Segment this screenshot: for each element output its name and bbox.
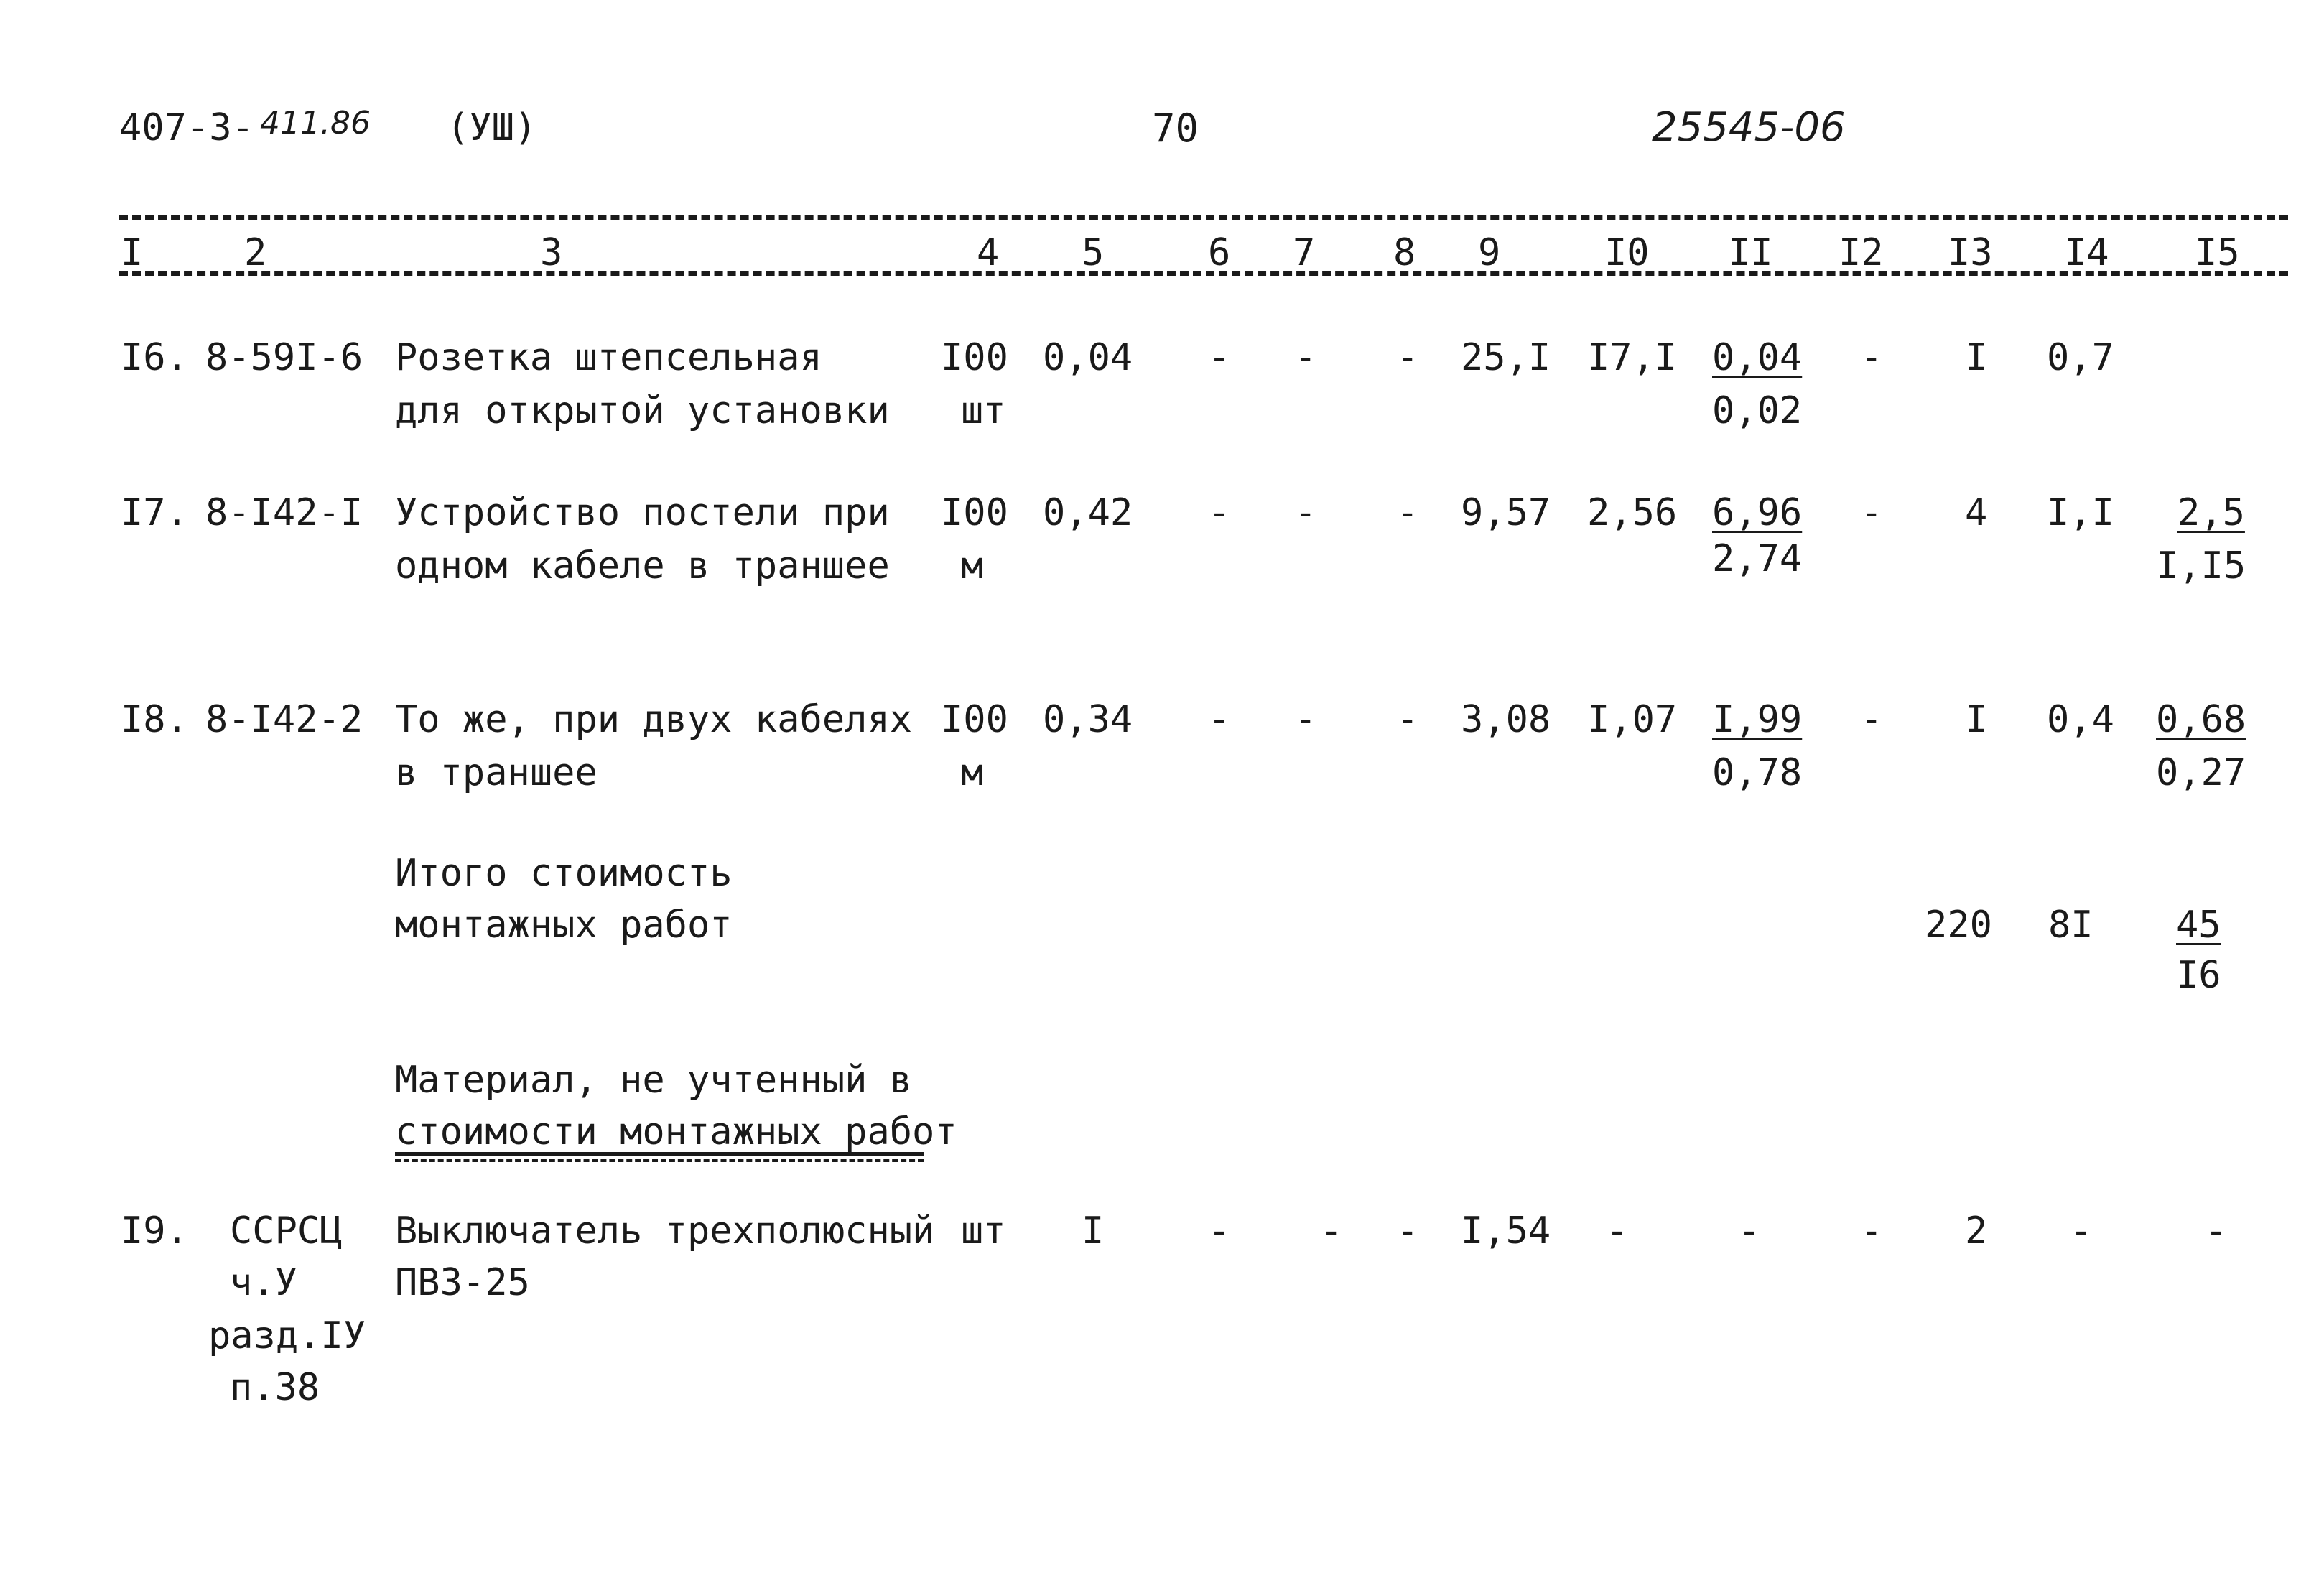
- column-header: 3: [540, 231, 563, 274]
- item-name-cont: одном кабеле в траншее: [395, 544, 890, 587]
- cell-6: -: [1208, 698, 1231, 741]
- column-header: 9: [1478, 231, 1501, 274]
- item-name-cont: для открытой установки: [395, 389, 890, 432]
- header-top-rule: [119, 215, 2288, 220]
- note-double-underline: [395, 1159, 924, 1162]
- cell-6: -: [1208, 491, 1231, 534]
- cell-15-bottom: I,I5: [2156, 544, 2246, 587]
- cell-15-top: 2,5: [2177, 491, 2245, 534]
- cell-11-top: I,99: [1712, 698, 1803, 741]
- norm-code: 8-I42-2: [205, 698, 363, 741]
- cell-10: -: [1606, 1209, 1629, 1253]
- cell-14: 0,7: [2047, 336, 2114, 379]
- material-note-line: стоимости монтажных работ: [395, 1110, 957, 1153]
- unit: I00: [941, 491, 1008, 534]
- volume-label: (УШ): [447, 106, 537, 149]
- column-header: I: [121, 231, 144, 274]
- page-number: 70: [1152, 106, 1199, 151]
- norm-code-part: ч.У: [230, 1261, 297, 1304]
- cell-10: 2,56: [1587, 491, 1678, 534]
- cell-11-bottom: 0,78: [1712, 751, 1803, 794]
- item-name: Розетка штепсельная: [395, 336, 822, 379]
- cell-7: -: [1294, 491, 1317, 534]
- item-name: Выключатель трехполюсный: [395, 1209, 935, 1253]
- cell-8: -: [1396, 1209, 1419, 1253]
- cell-5: 0,34: [1043, 698, 1133, 741]
- cell-10: I,07: [1587, 698, 1678, 741]
- column-header: II: [1728, 231, 1773, 274]
- item-name-cont: в траншее: [395, 751, 598, 794]
- cell-10: I7,I: [1587, 336, 1678, 379]
- cell-11-bottom: 0,02: [1712, 389, 1803, 432]
- cell-12: -: [1860, 336, 1883, 379]
- note-underline: [395, 1152, 924, 1156]
- total-cell-14: 8I: [2048, 904, 2093, 947]
- column-header: I4: [2064, 231, 2109, 274]
- total-cell-15-bottom: I6: [2176, 954, 2221, 997]
- unit-name: шт: [961, 1209, 1006, 1253]
- cell-13: I: [1965, 698, 1988, 741]
- cell-9: I,54: [1461, 1209, 1551, 1253]
- cell-15-bottom: 0,27: [2156, 751, 2246, 794]
- unit-name: м: [961, 751, 984, 794]
- cell-5: 0,42: [1043, 491, 1133, 534]
- column-header: I3: [1948, 231, 1993, 274]
- norm-code: 8-I42-I: [205, 491, 363, 534]
- cell-9: 25,I: [1461, 336, 1551, 379]
- norm-code-section: разд.IУ: [208, 1314, 366, 1357]
- total-cell-13: 220: [1925, 904, 1992, 947]
- cell-12: -: [1860, 698, 1883, 741]
- unit-name: м: [961, 544, 984, 587]
- cell-15: -: [2205, 1209, 2228, 1253]
- cell-8: -: [1396, 698, 1419, 741]
- cell-11-top: 0,04: [1712, 336, 1803, 379]
- norm-code-item: п.38: [230, 1366, 320, 1409]
- cell-7: -: [1294, 336, 1317, 379]
- norm-code: ССРСЦ: [230, 1209, 343, 1253]
- cell-13: 4: [1965, 491, 1988, 534]
- cell-11: -: [1738, 1209, 1761, 1253]
- unit-name: шт: [961, 389, 1006, 432]
- cell-15-top: 0,68: [2156, 698, 2246, 741]
- cell-6: -: [1208, 1209, 1231, 1253]
- row-number: I6.: [121, 336, 188, 379]
- norm-code: 8-59I-6: [205, 336, 363, 379]
- column-header: 4: [977, 231, 1000, 274]
- column-header: 7: [1293, 231, 1316, 274]
- cell-14: 0,4: [2047, 698, 2114, 741]
- cell-11-top: 6,96: [1712, 491, 1803, 534]
- cell-12: -: [1860, 1209, 1883, 1253]
- column-header: I2: [1839, 231, 1884, 274]
- total-label-cont: монтажных работ: [395, 904, 733, 947]
- cell-11-bottom: 2,74: [1712, 537, 1803, 580]
- cell-7: -: [1320, 1209, 1343, 1253]
- column-header: 5: [1082, 231, 1105, 274]
- row-number: I8.: [121, 698, 188, 741]
- document-code: 407-3-: [119, 106, 254, 149]
- cell-13: I: [1965, 336, 1988, 379]
- column-header: 2: [244, 231, 267, 274]
- sheet-code: 25545-06: [1652, 104, 1846, 151]
- row-number: I7.: [121, 491, 188, 534]
- row-number: I9.: [121, 1209, 188, 1253]
- material-note-line: Материал, не учтенный в: [395, 1059, 913, 1102]
- item-name: То же, при двух кабелях: [395, 698, 913, 741]
- cell-9: 9,57: [1461, 491, 1551, 534]
- column-header: 8: [1393, 231, 1416, 274]
- cell-12: -: [1860, 491, 1883, 534]
- cell-5: 0,04: [1043, 336, 1133, 379]
- document-code-handwritten: 411.86: [260, 105, 371, 141]
- header-bottom-rule: [119, 271, 2288, 276]
- cell-13: 2: [1965, 1209, 1988, 1253]
- cell-6: -: [1208, 336, 1231, 379]
- total-cell-15-top: 45: [2176, 904, 2221, 947]
- unit: I00: [941, 698, 1008, 741]
- total-label: Итого стоимость: [395, 852, 733, 895]
- cell-8: -: [1396, 336, 1419, 379]
- column-header: I0: [1604, 231, 1650, 274]
- cell-14: -: [2070, 1209, 2093, 1253]
- item-name-cont: ПВЗ-25: [395, 1261, 530, 1304]
- column-header: I5: [2195, 231, 2240, 274]
- cell-9: 3,08: [1461, 698, 1551, 741]
- cell-5: I: [1082, 1209, 1105, 1253]
- cell-7: -: [1294, 698, 1317, 741]
- cell-14: I,I: [2047, 491, 2114, 534]
- column-header: 6: [1208, 231, 1231, 274]
- item-name: Устройство постели при: [395, 491, 890, 534]
- unit: I00: [941, 336, 1008, 379]
- cell-8: -: [1396, 491, 1419, 534]
